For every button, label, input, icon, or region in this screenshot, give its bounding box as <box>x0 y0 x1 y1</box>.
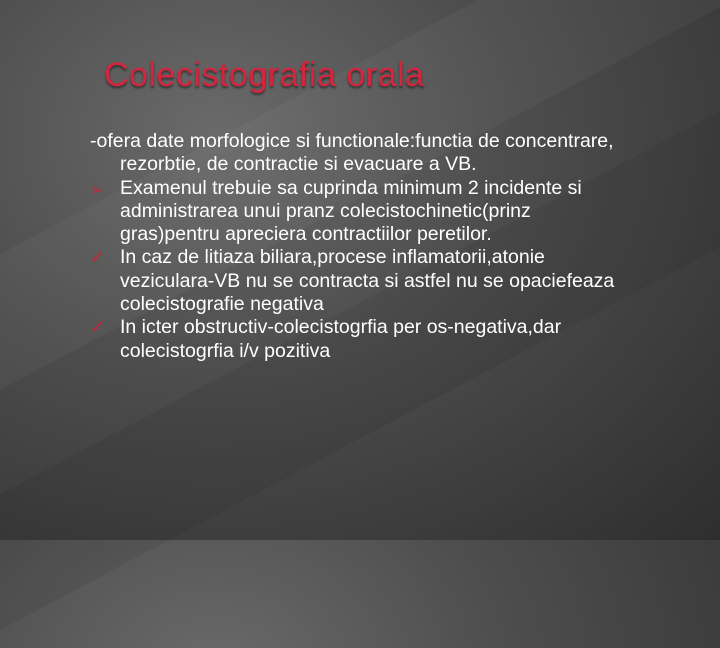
bullet-text: In icter obstructiv-colecistogrfia per os-negativa,dar colecistogrfia i/v pozitiva <box>120 316 562 362</box>
arrow-icon: ➢ <box>90 181 104 199</box>
bullet-item <box>90 177 620 247</box>
checkmark-icon: ✓ <box>90 317 106 338</box>
slide-title: Colecistografia orala <box>104 56 425 94</box>
paragraph-intro <box>90 130 620 177</box>
checkmark-icon: ✓ <box>90 247 106 268</box>
bullet-item <box>90 246 620 316</box>
paragraph-text: -ofera date morfologice si functionale:functia de concentrare, rezorbtie, de contractie si evacuare a VB. <box>90 130 614 176</box>
slide-body <box>90 130 620 363</box>
bullet-item <box>90 316 620 363</box>
bullet-text: Examenul trebuie sa cuprinda minimum 2 incidente si administrarea unui pranz colecistochinetic(prinz gras)pentru apreciera contractiilor peretilor. <box>120 176 582 246</box>
bullet-text: In caz de litiaza biliara,procese inflamatorii,atonie veziculara-VB nu se contracta si astfel nu se opaciefeaza colecistografie negativa <box>120 246 615 316</box>
